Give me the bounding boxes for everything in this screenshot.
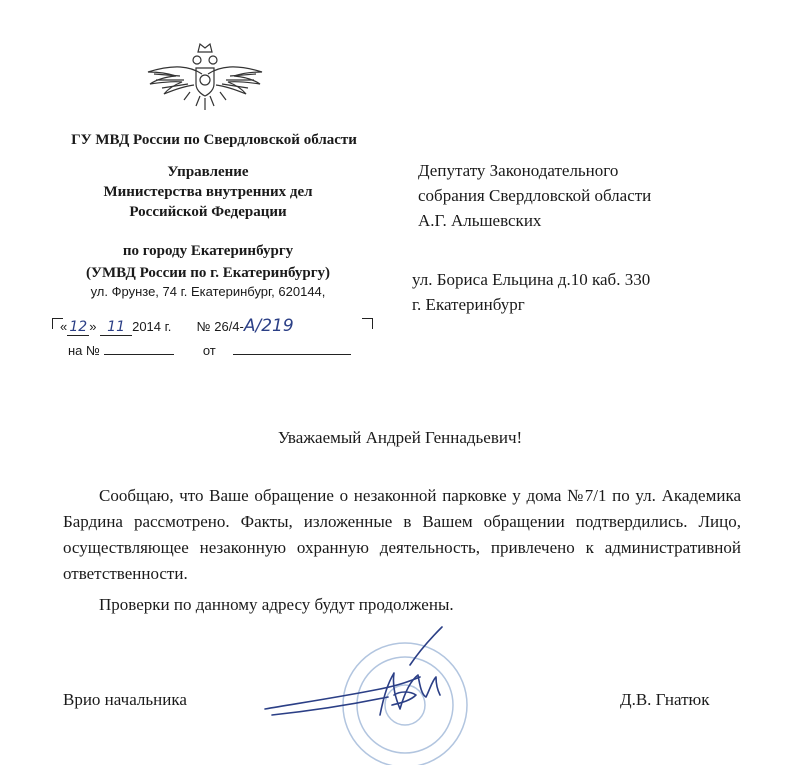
sender-address: ул. Фрунзе, 74 г. Екатеринбург, 620144, [90, 284, 326, 299]
quote-close: » [89, 319, 97, 334]
date-year: 2014 г. [132, 319, 172, 334]
ref-number-blank [104, 342, 174, 355]
corner-mark-top-left [52, 318, 63, 329]
number-prefix: 26/4- [214, 319, 244, 334]
ref-from-label: от [202, 343, 216, 358]
department-line: Министерства внутренних дел [103, 184, 313, 200]
city-department-block [60, 240, 356, 284]
city-line: по городу Екатеринбургу [122, 243, 294, 259]
recipient-block [418, 158, 651, 233]
signatory-name: Д.В. Гнатюк [620, 690, 710, 709]
city-line: (УМВД России по г. Екатеринбургу) [85, 265, 331, 281]
date-month-handwritten: 11 [100, 319, 132, 336]
date-day-handwritten: 12 [67, 319, 89, 336]
handwritten-signature-icon [260, 625, 460, 735]
recipient-address-block [412, 267, 650, 317]
department-line: Управление [167, 164, 249, 180]
recipient-line: собрания Свердловской области [418, 186, 652, 205]
mvd-eagle-emblem-icon [140, 40, 270, 112]
ref-date-blank [233, 342, 351, 355]
letter-paragraph-1: Сообщаю, что Ваше обращение о незаконной парковке у дома №7/1 по ул. Академика Бардина рассмотрено. Факты, изложенные в Вашем обращении подтвердились. Лицо, осуществляющее незаконную охранную деятельность, привлечено к административной ответственности. [63, 486, 741, 583]
corner-mark-top-right [362, 318, 373, 329]
reference-line [68, 342, 351, 358]
quote-open: « [60, 319, 68, 334]
ref-label: на № [68, 343, 100, 358]
recipient-address-line: ул. Бориса Ельцина д.10 каб. 330 [412, 270, 651, 289]
organization-name: ГУ МВД России по Свердловской области [71, 132, 357, 148]
registration-date-line [60, 316, 294, 336]
signatory-title: Врио начальника [63, 690, 187, 709]
recipient-line: А.Г. Альшевских [418, 211, 542, 230]
department-block [60, 162, 356, 222]
recipient-address-line: г. Екатеринбург [412, 295, 525, 314]
recipient-line: Депутату Законодательного [418, 161, 619, 180]
number-handwritten: А/219 [243, 316, 294, 336]
letter-paragraph-2: Проверки по данному адресу будут продолжены. [99, 595, 454, 614]
department-line: Российской Федерации [129, 204, 287, 220]
salutation: Уважаемый Андрей Геннадьевич! [277, 428, 523, 447]
number-label: № [196, 319, 211, 334]
